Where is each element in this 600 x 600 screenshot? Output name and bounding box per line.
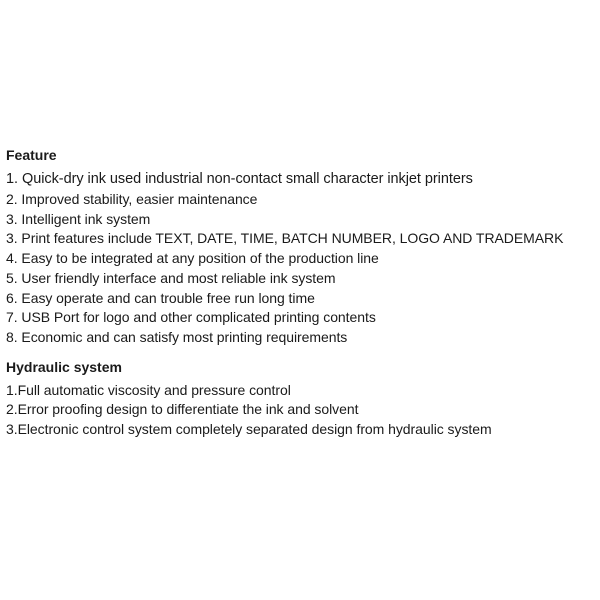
hydraulic-item: 3.Electronic control system completely separated design from hydraulic system xyxy=(6,421,492,438)
feature-item: 2. Improved stability, easier maintenance xyxy=(6,191,258,207)
hydraulic-heading: Hydraulic system xyxy=(6,358,122,375)
feature-item: 1. Quick-dry ink used industrial non-contact small character inkjet printers xyxy=(6,171,473,187)
spec-document xyxy=(6,146,598,440)
feature-item: 3. Print features include TEXT, DATE, TIME, BATCH NUMBER, LOGO AND TRADEMARK xyxy=(6,230,564,247)
feature-item: 4. Easy to be integrated at any position of the production line xyxy=(6,250,379,267)
feature-item: 3. Intelligent ink system xyxy=(6,210,151,227)
feature-item: 5. User friendly interface and most reliable ink system xyxy=(6,269,336,286)
feature-item: 8. Economic and can satisfy most printing requirements xyxy=(6,328,348,345)
feature-section xyxy=(6,146,598,348)
feature-heading: Feature xyxy=(6,147,57,163)
hydraulic-section xyxy=(6,358,598,440)
feature-item: 7. USB Port for logo and other complicated printing contents xyxy=(6,309,376,326)
hydraulic-item: 2.Error proofing design to differentiate the ink and solvent xyxy=(6,401,359,418)
hydraulic-item: 1.Full automatic viscosity and pressure control xyxy=(6,381,291,398)
feature-item: 6. Easy operate and can trouble free run long time xyxy=(6,289,315,306)
